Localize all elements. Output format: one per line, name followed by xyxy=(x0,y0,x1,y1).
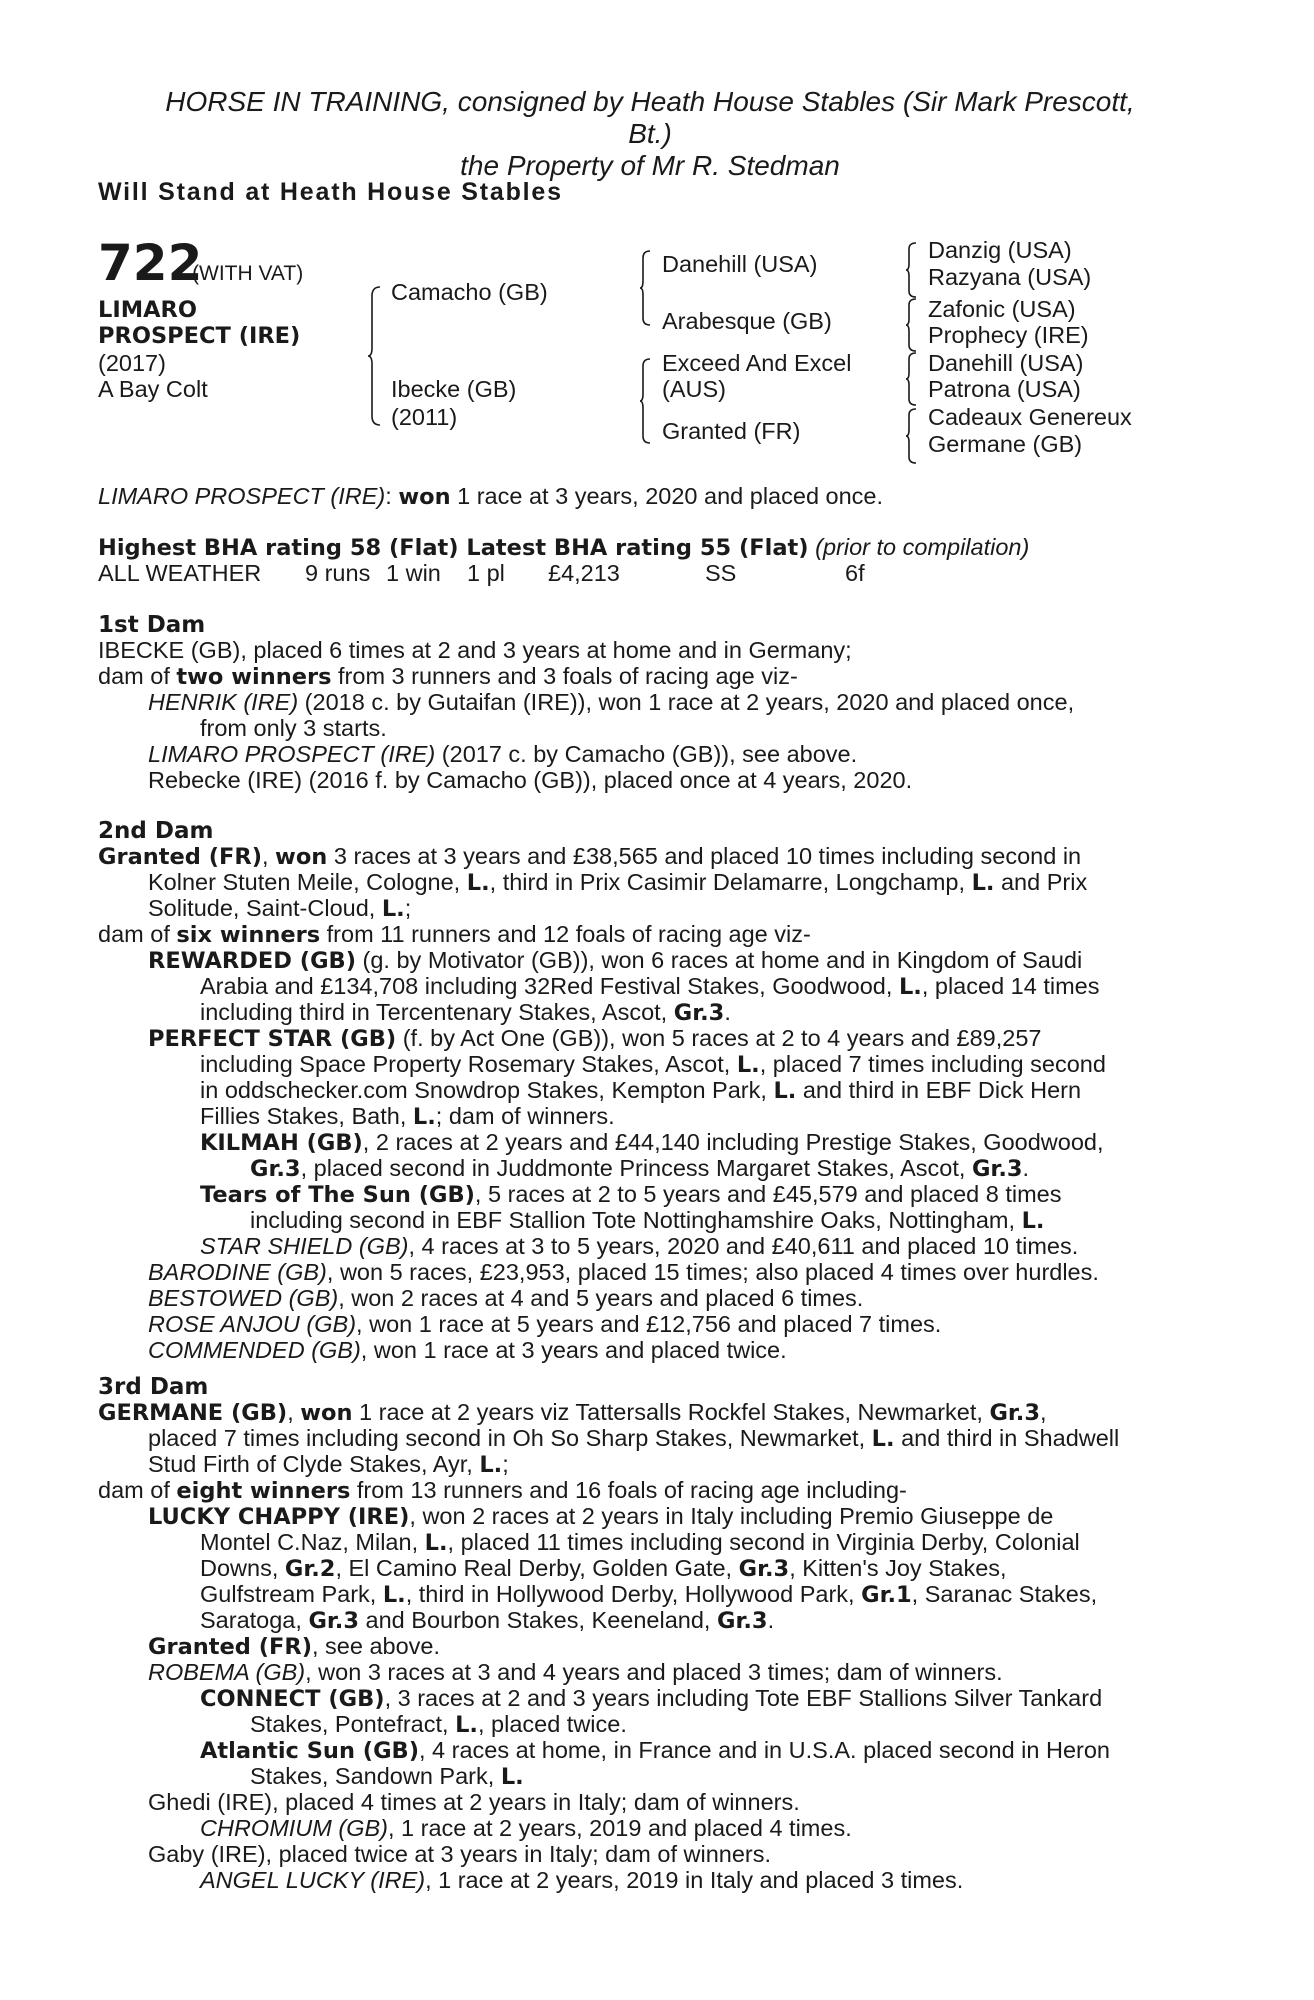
text: , placed 7 times including second xyxy=(759,1051,1106,1077)
produce-entry-cont xyxy=(200,1556,1007,1583)
grade: L. xyxy=(500,1764,524,1790)
produce-entry xyxy=(148,1260,1099,1286)
sire-sire: Danehill (USA) xyxy=(662,251,818,277)
text: , xyxy=(1040,1399,1047,1425)
rating-going: SS xyxy=(705,560,737,586)
won-label: won xyxy=(398,484,451,510)
dam-produce-summary xyxy=(98,664,798,691)
vat-note: (WITH VAT) xyxy=(192,262,304,285)
text: , 4 races at 3 to 5 years, 2020 and £40,611 and placed 10 times. xyxy=(408,1233,1079,1259)
horse-name: STAR SHIELD (GB) xyxy=(200,1233,409,1259)
consignment-line-cont: Bt.) xyxy=(628,118,672,149)
produce-entry-cont: from only 3 starts. xyxy=(200,715,387,741)
rating-distance: 6f xyxy=(845,560,865,586)
text: , 1 race at 2 years, 2019 and placed 4 times. xyxy=(387,1815,852,1841)
text: , won 3 races at 3 and 4 years and placed 3 times; dam of winners. xyxy=(305,1659,1003,1685)
horse-name: LIMARO PROSPECT (IRE) xyxy=(148,741,436,767)
text: , 1 race at 2 years, 2019 in Italy and placed 3 times. xyxy=(425,1867,964,1893)
horse-name-line1: LIMARO xyxy=(98,297,197,323)
text: Stakes, Pontefract, xyxy=(250,1711,456,1737)
text: , placed 11 times including second in Virginia Derby, Colonial xyxy=(447,1529,1080,1555)
text: Montel C.Naz, Milan, xyxy=(200,1529,425,1555)
horse-name: Atlantic Sun (GB) xyxy=(200,1738,419,1764)
horse-name: ROBEMA (GB) xyxy=(148,1659,306,1685)
grade: L. xyxy=(1021,1208,1045,1234)
produce-entry xyxy=(200,1868,963,1894)
dam-produce-summary xyxy=(98,922,811,949)
horse-name: PERFECT STAR (GB) xyxy=(148,1026,397,1052)
horse-name: COMMENDED (GB) xyxy=(148,1337,361,1363)
horse-name: CHROMIUM (GB) xyxy=(200,1815,388,1841)
text: . xyxy=(724,999,731,1025)
produce-entry xyxy=(200,1686,1102,1713)
produce-entry xyxy=(148,742,857,768)
text: , Kitten's Joy Stakes, xyxy=(789,1555,1007,1581)
horse-name: GERMANE (GB) xyxy=(98,1400,288,1426)
pedigree-bracket xyxy=(368,286,382,426)
grade: L. xyxy=(773,1078,797,1104)
grade: L. xyxy=(898,974,922,1000)
text: placed 7 times including second in Oh So Sharp Stakes, Newmarket, xyxy=(148,1425,872,1451)
colon: : xyxy=(385,483,399,509)
text: , placed twice. xyxy=(477,1711,627,1737)
produce-entry xyxy=(200,1816,852,1842)
dam-produce-summary xyxy=(98,1478,907,1505)
property-line: the Property of Mr R. Stedman xyxy=(460,150,840,181)
stand-line: Will Stand at Heath House Stables xyxy=(98,178,563,206)
dam-year: (2011) xyxy=(391,404,458,430)
text: dam of xyxy=(98,663,177,689)
ancestor: Razyana (USA) xyxy=(928,264,1092,290)
pedigree-bracket xyxy=(640,250,652,326)
ancestor: Zafonic (USA) xyxy=(928,296,1076,322)
produce-entry: Gaby (IRE), placed twice at 3 years in Italy; dam of winners. xyxy=(148,1841,772,1867)
pedigree-bracket xyxy=(640,358,652,444)
grade: Gr.3 xyxy=(717,1608,768,1634)
rating-wins: 1 win xyxy=(386,560,441,586)
text: , won 2 races at 4 and 5 years and placed 6 times. xyxy=(338,1285,864,1311)
pedigree-bracket xyxy=(906,242,918,298)
produce-entry xyxy=(200,1130,1104,1157)
text: , placed second in Juddmonte Princess Margaret Stakes, Ascot, xyxy=(300,1155,972,1181)
grade: Gr.1 xyxy=(861,1582,912,1608)
text: , won 1 race at 5 years and £12,756 and placed 7 times. xyxy=(356,1311,942,1337)
text: (2017 c. by Camacho (GB)), see above. xyxy=(435,741,858,767)
grade: L. xyxy=(455,1712,478,1738)
text: including Space Property Rosemary Stakes, Ascot, xyxy=(200,1051,737,1077)
won-label: won xyxy=(275,844,328,870)
text: from 13 runners and 16 foals of racing age including- xyxy=(350,1477,907,1503)
dam-record: IBECKE (GB), placed 6 times at 2 and 3 years at home and in Germany; xyxy=(98,637,852,663)
produce-entry xyxy=(148,1660,1003,1686)
text: , see above. xyxy=(311,1633,441,1659)
grade: Gr.3 xyxy=(971,1156,1023,1182)
dam: Ibecke (GB) xyxy=(391,376,517,402)
text: Stud Firth of Clyde Stakes, Ayr, xyxy=(148,1451,480,1477)
grade: L. xyxy=(479,1452,503,1478)
horse-name: LUCKY CHAPPY (IRE) xyxy=(148,1504,410,1530)
text: Downs, xyxy=(200,1555,285,1581)
grade: L. xyxy=(381,896,405,922)
produce-entry xyxy=(148,948,1082,975)
dam-record-cont xyxy=(148,870,1087,897)
ancestor: Danehill (USA) xyxy=(928,350,1084,376)
text: ; xyxy=(404,895,412,921)
text: , El Camino Real Derby, Golden Gate, xyxy=(335,1555,739,1581)
produce-entry-cont xyxy=(200,1530,1080,1557)
text: , 3 races at 2 and 3 years including Tote EBF Stallions Silver Tankard xyxy=(384,1685,1103,1711)
text: Stakes, Sandown Park, xyxy=(250,1763,501,1789)
text: and third in EBF Dick Hern xyxy=(796,1077,1082,1103)
rating-runs: 9 runs xyxy=(305,560,371,586)
text: dam of xyxy=(98,921,177,947)
horse-name: Granted (FR) xyxy=(148,1634,312,1660)
grade: L. xyxy=(871,1426,895,1452)
horse-name: HENRIK (IRE) xyxy=(148,689,299,715)
race-summary xyxy=(98,484,883,511)
rating-text: Highest BHA rating 58 (Flat) Latest BHA rating 55 (Flat) xyxy=(98,535,809,561)
text: . xyxy=(1022,1155,1030,1181)
ancestor: Prophecy (IRE) xyxy=(928,322,1089,348)
horse-name-line2: PROSPECT (IRE) xyxy=(98,323,301,349)
ancestor: Germane (GB) xyxy=(928,431,1083,457)
text: Saratoga, xyxy=(200,1607,309,1633)
text: , Saranac Stakes, xyxy=(911,1581,1098,1607)
text: , 2 races at 2 years and £44,140 including Prestige Stakes, Goodwood, xyxy=(362,1129,1104,1155)
text: and third in Shadwell xyxy=(894,1425,1120,1451)
grade: Gr.3 xyxy=(738,1556,790,1582)
produce-entry xyxy=(200,1738,1110,1765)
horse-description: A Bay Colt xyxy=(98,376,208,402)
dam-record xyxy=(98,1400,1047,1427)
text: , xyxy=(261,843,276,869)
dam-record-cont xyxy=(148,1426,1119,1453)
grade: L. xyxy=(736,1052,760,1078)
dam-record xyxy=(98,844,1081,871)
produce-entry-cont xyxy=(250,1764,524,1791)
text: , 4 races at home, in France and in U.S.A. placed second in Heron xyxy=(418,1737,1110,1763)
horse-name: ANGEL LUCKY (IRE) xyxy=(200,1867,426,1893)
grade: L. xyxy=(971,870,995,896)
ancestor: Cadeaux Genereux xyxy=(928,404,1132,430)
section-heading: 3rd Dam xyxy=(98,1374,209,1400)
text: (2018 c. by Gutaifan (IRE)), won 1 race at 2 years, 2020 and placed once, xyxy=(298,689,1075,715)
consignment-line: HORSE IN TRAINING, consigned by Heath House Stables (Sir Mark Prescott, xyxy=(165,86,1135,117)
horse-name: Tears of The Sun (GB) xyxy=(200,1182,475,1208)
section-heading: 2nd Dam xyxy=(98,818,214,844)
text: Fillies Stakes, Bath, xyxy=(200,1103,413,1129)
produce-entry xyxy=(148,1504,1053,1531)
text: in oddschecker.com Snowdrop Stakes, Kempton Park, xyxy=(200,1077,774,1103)
grade: L. xyxy=(382,1582,406,1608)
text: including third in Tercentenary Stakes, Ascot, xyxy=(200,999,674,1025)
text: 1 race at 2 years viz Tattersalls Rockfel Stakes, Newmarket, xyxy=(352,1399,990,1425)
text: from 3 runners and 3 foals of racing age viz- xyxy=(331,663,798,689)
produce-entry-cont xyxy=(200,974,1099,1001)
text: (f. by Act One (GB)), won 5 races at 2 to 4 years and £89,257 xyxy=(396,1025,1042,1051)
grade: L. xyxy=(424,1530,448,1556)
rating-placed: 1 pl xyxy=(467,560,505,586)
lot-number: 722 xyxy=(98,234,203,292)
horse-name: BESTOWED (GB) xyxy=(148,1285,339,1311)
text: dam of xyxy=(98,1477,177,1503)
foaling-year: (2017) xyxy=(98,350,166,376)
ancestor: Patrona (USA) xyxy=(928,376,1081,402)
produce-entry: Rebecke (IRE) (2016 f. by Camacho (GB)), placed once at 4 years, 2020. xyxy=(148,767,913,793)
text: Gulfstream Park, xyxy=(200,1581,383,1607)
rating-note: (prior to compilation) xyxy=(815,534,1030,560)
won-label: won xyxy=(300,1400,353,1426)
grade: Gr.3 xyxy=(989,1400,1040,1426)
rating-earnings: £4,213 xyxy=(548,560,620,586)
produce-entry-cont xyxy=(250,1156,1029,1183)
produce-entry-cont xyxy=(200,1582,1097,1609)
summary-text: 1 race at 3 years, 2020 and placed once. xyxy=(450,483,884,509)
horse-name: ROSE ANJOU (GB) xyxy=(148,1311,357,1337)
ancestor: Danzig (USA) xyxy=(928,237,1072,263)
text: , won 2 races at 2 years in Italy including Premio Giuseppe de xyxy=(409,1503,1054,1529)
horse-name-italic: LIMARO PROSPECT (IRE) xyxy=(98,483,386,509)
text: ; xyxy=(502,1451,509,1477)
produce-entry xyxy=(200,1234,1078,1260)
dam-dam: Granted (FR) xyxy=(662,418,801,444)
produce-entry-cont xyxy=(200,1052,1106,1079)
text: Kolner Stuten Meile, Cologne, xyxy=(148,869,467,895)
dam-record-cont xyxy=(148,896,411,923)
produce-entry-cont xyxy=(200,1608,774,1635)
text: , third in Prix Casimir Delamarre, Longchamp, xyxy=(489,869,972,895)
grade: Gr.2 xyxy=(284,1556,336,1582)
text: Solitude, Saint-Cloud, xyxy=(148,895,382,921)
winners-count: two winners xyxy=(176,664,332,690)
text: , xyxy=(287,1399,301,1425)
section-heading: 1st Dam xyxy=(98,612,206,638)
rating-surface: ALL WEATHER xyxy=(98,560,262,586)
text: (g. by Motivator (GB)), won 6 races at home and in Kingdom of Saudi xyxy=(355,947,1083,973)
dam-record-cont xyxy=(148,1452,509,1479)
horse-name: CONNECT (GB) xyxy=(200,1686,385,1712)
produce-entry xyxy=(148,1286,863,1312)
text: , won 1 race at 3 years and placed twice. xyxy=(360,1337,787,1363)
grade: L. xyxy=(412,1104,436,1130)
text: and Bourbon Stakes, Keeneland, xyxy=(359,1607,717,1633)
produce-entry-cont xyxy=(200,1104,615,1131)
produce-entry-cont xyxy=(200,1078,1081,1105)
produce-entry xyxy=(148,1338,787,1364)
rating-line xyxy=(98,535,1029,562)
horse-name: KILMAH (GB) xyxy=(200,1130,363,1156)
produce-entry xyxy=(148,1634,440,1661)
winners-count: eight winners xyxy=(176,1478,351,1504)
produce-entry-cont xyxy=(250,1208,1044,1235)
produce-entry xyxy=(200,1182,1062,1209)
text: . xyxy=(767,1607,775,1633)
produce-entry xyxy=(148,690,1074,716)
sire-dam: Arabesque (GB) xyxy=(662,308,832,334)
dam-sire: Exceed And Excel xyxy=(662,350,852,376)
text: , third in Hollywood Derby, Hollywood Park, xyxy=(405,1581,862,1607)
text: Arabia and £134,708 including 32Red Festival Stakes, Goodwood, xyxy=(200,973,899,999)
produce-entry xyxy=(148,1026,1041,1053)
horse-name: BARODINE (GB) xyxy=(148,1259,327,1285)
text: , won 5 races, £23,953, placed 15 times; also placed 4 times over hurdles. xyxy=(326,1259,1099,1285)
dam-sire-cont: (AUS) xyxy=(662,376,726,402)
text: from 11 runners and 12 foals of racing age viz- xyxy=(320,921,811,947)
text: ; dam of winners. xyxy=(435,1103,615,1129)
text: including second in EBF Stallion Tote Nottinghamshire Oaks, Nottingham, xyxy=(250,1207,1022,1233)
produce-entry xyxy=(148,1312,941,1338)
grade: Gr.3 xyxy=(673,1000,725,1026)
produce-entry-cont xyxy=(200,1000,731,1027)
horse-name: Granted (FR) xyxy=(98,844,262,870)
grade: Gr.3 xyxy=(308,1608,359,1634)
text: 3 races at 3 years and £38,565 and placed 10 times including second in xyxy=(327,843,1082,869)
pedigree-bracket xyxy=(906,352,918,406)
text: , placed 14 times xyxy=(921,973,1100,999)
text: and Prix xyxy=(994,869,1088,895)
pedigree-bracket xyxy=(906,298,918,352)
sire: Camacho (GB) xyxy=(391,279,548,305)
winners-count: six winners xyxy=(176,922,321,948)
text: , 5 races at 2 to 5 years and £45,579 and placed 8 times xyxy=(474,1181,1062,1207)
pedigree-bracket xyxy=(906,408,918,464)
grade: L. xyxy=(466,870,490,896)
produce-entry: Ghedi (IRE), placed 4 times at 2 years in Italy; dam of winners. xyxy=(148,1789,800,1815)
horse-name: REWARDED (GB) xyxy=(148,948,356,974)
produce-entry-cont xyxy=(250,1712,627,1739)
grade: Gr.3 xyxy=(250,1156,301,1182)
